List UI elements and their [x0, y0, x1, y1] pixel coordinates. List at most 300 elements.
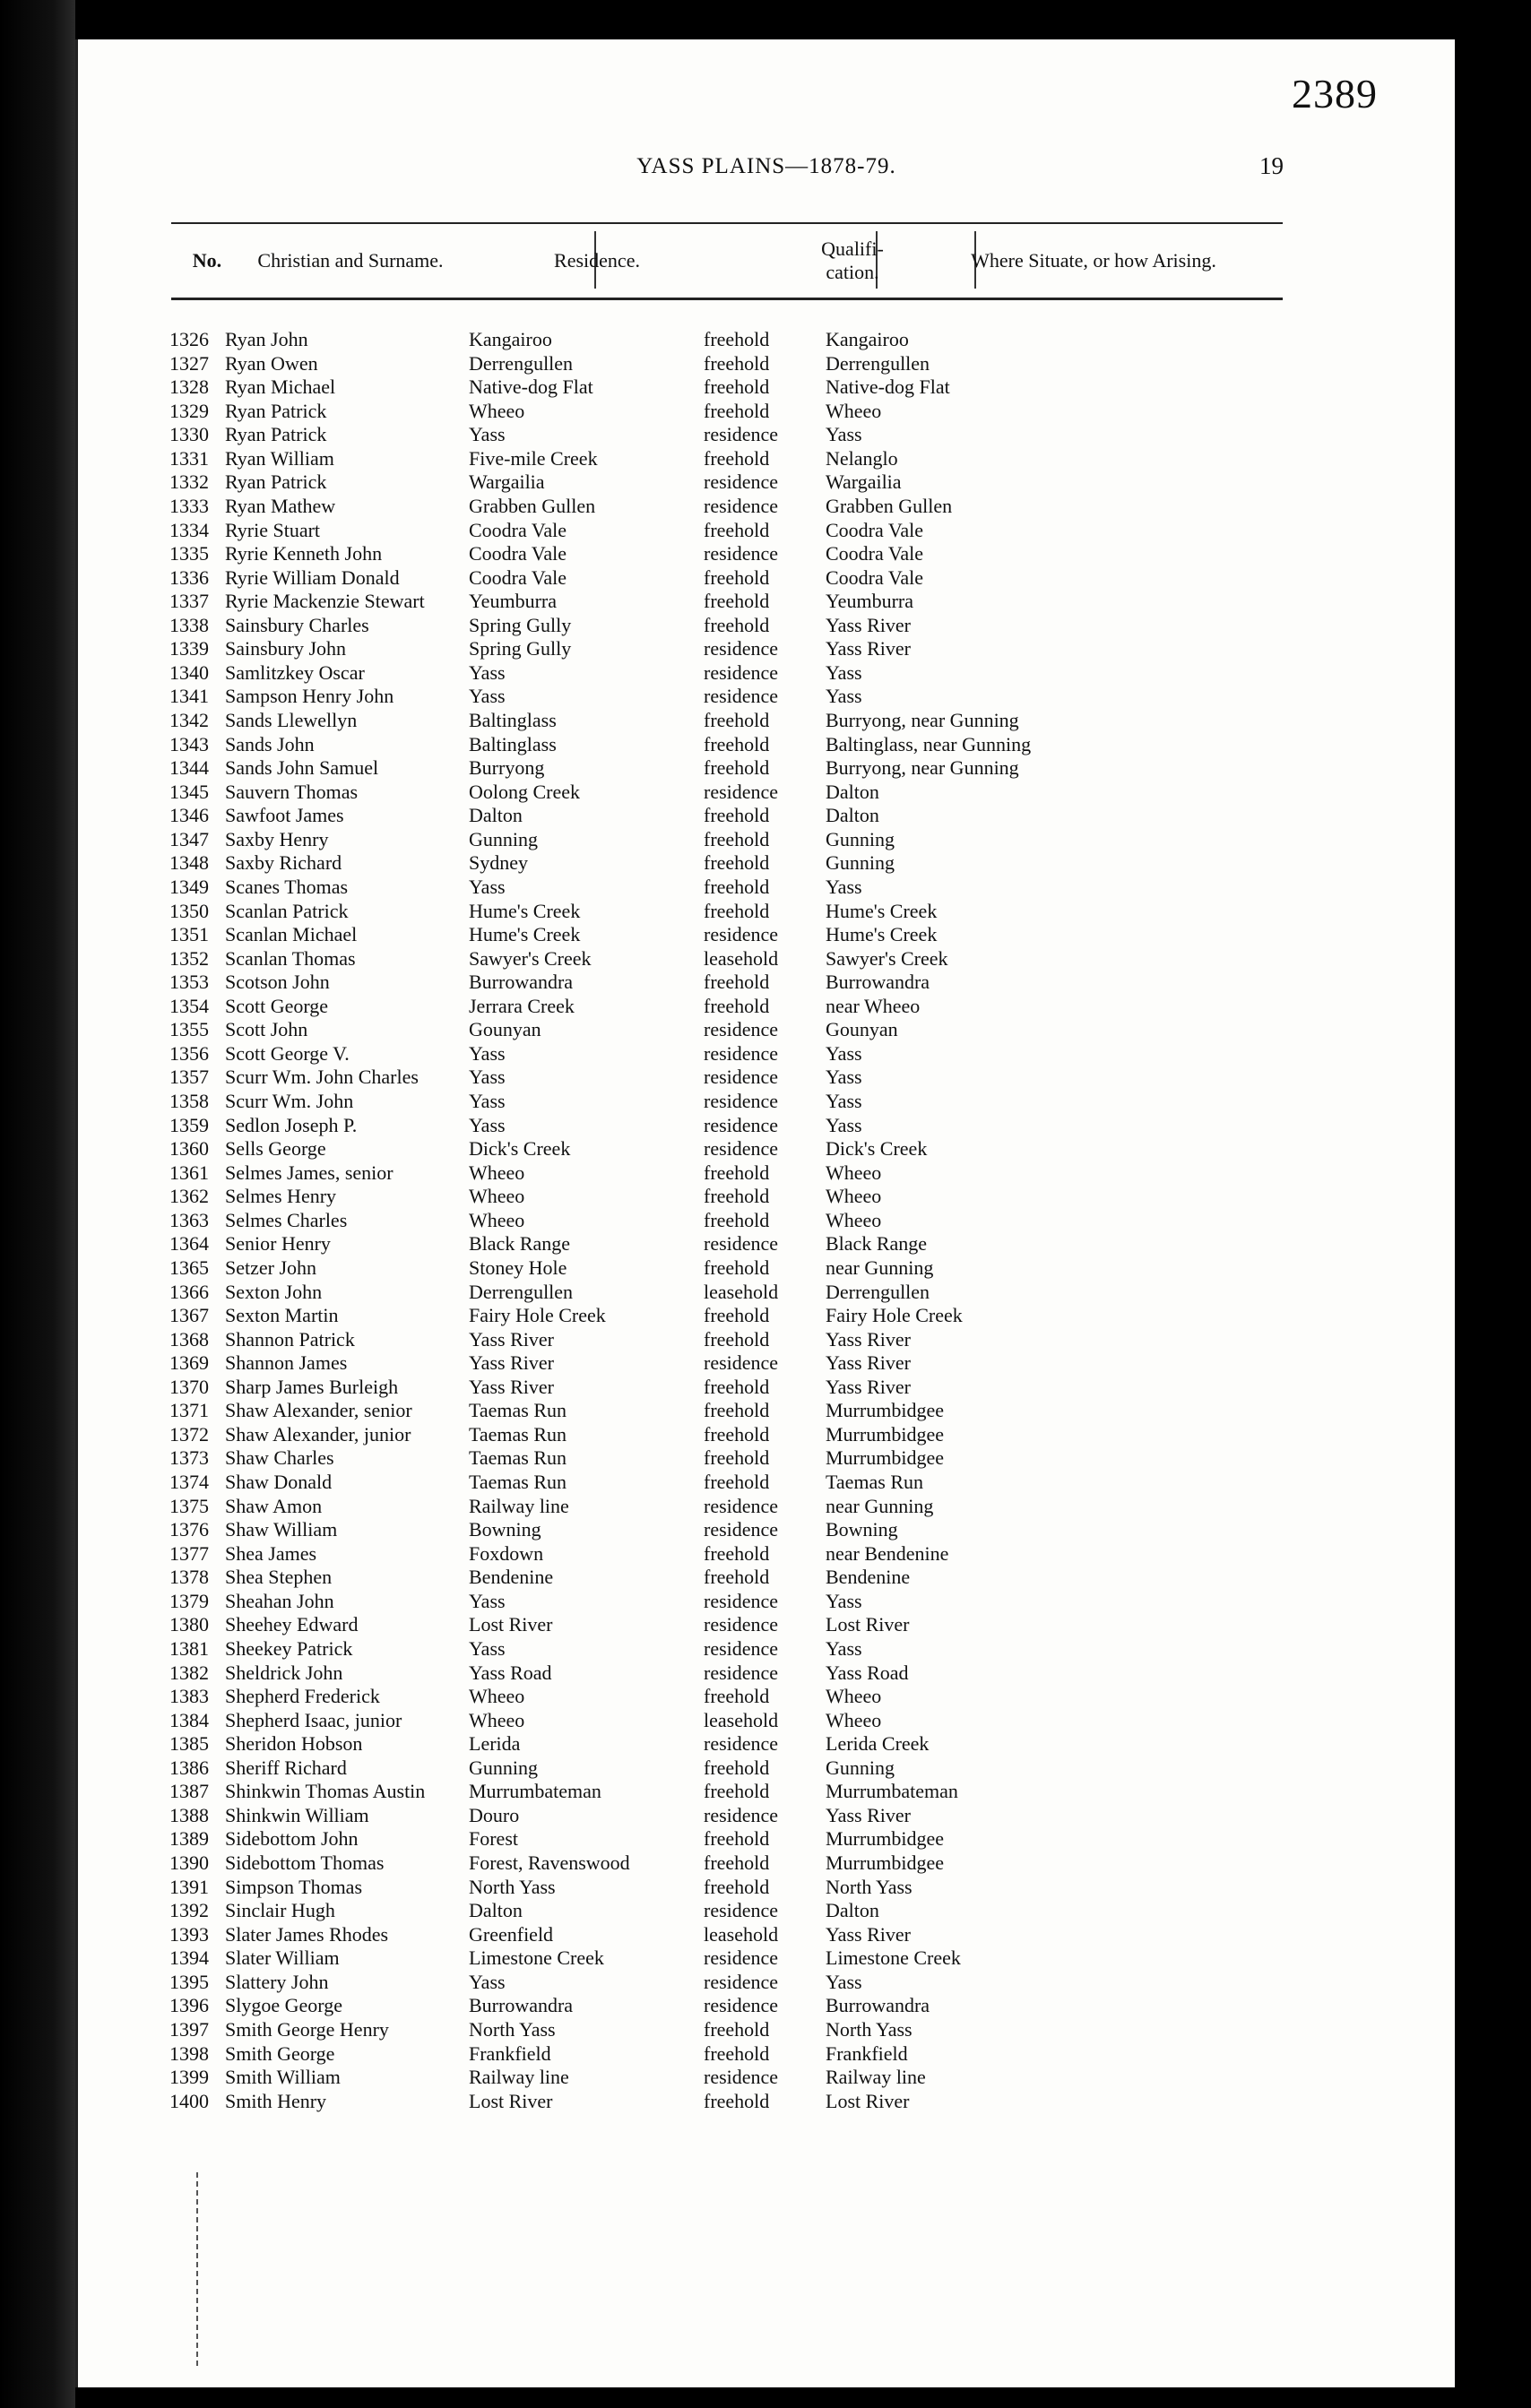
- entry-number: 1367: [169, 1304, 209, 1327]
- entry-where-situate: Gunning: [826, 827, 895, 850]
- entry-where-situate: Yass River: [826, 1803, 911, 1826]
- entry-number: 1359: [169, 1113, 209, 1136]
- entry-name: Shaw Donald: [225, 1471, 333, 1493]
- entry-name: Smith Henry: [225, 2089, 327, 2112]
- entry-name: Shinkwin Thomas Austin: [225, 1780, 426, 1803]
- entry-residence: Greenfield: [469, 1922, 554, 1946]
- entry-qualification: freehold: [704, 1471, 770, 1493]
- entry-qualification: freehold: [704, 1827, 770, 1851]
- entry-residence: Spring Gully: [469, 613, 572, 636]
- entry-name: Sheriff Richard: [225, 1756, 347, 1779]
- entry-residence: Yass: [469, 1589, 506, 1612]
- entry-number: 1389: [169, 1827, 209, 1851]
- entry-qualification: freehold: [704, 851, 770, 875]
- entry-number: 1380: [169, 1613, 209, 1636]
- entry-where-situate: Lost River: [826, 2089, 910, 2112]
- entry-residence: Wargailia: [469, 470, 545, 494]
- entry-name: Senior Henry: [225, 1232, 331, 1256]
- entry-number: 1355: [169, 1018, 209, 1041]
- entry-residence: Bendenine: [469, 1566, 554, 1589]
- entry-name: Ryan Patrick: [225, 399, 327, 422]
- entry-residence: Lost River: [469, 2089, 553, 2112]
- entry-where-situate: Murrumbateman: [826, 1780, 958, 1803]
- entry-where-situate: Yass: [826, 660, 862, 684]
- entry-where-situate: Yass River: [826, 1375, 911, 1398]
- entry-residence: Kangairoo: [469, 328, 552, 350]
- entry-number: 1357: [169, 1066, 209, 1089]
- entry-name: Shaw Amon: [225, 1494, 323, 1517]
- entry-residence: Wheeo: [469, 1208, 525, 1231]
- entry-name: Ryan William: [225, 446, 334, 470]
- entry-qualification: residence: [704, 1494, 779, 1517]
- entry-residence: Burryong: [469, 756, 545, 780]
- entry-where-situate: Gounyan: [826, 1018, 898, 1041]
- entry-residence: Yass: [469, 423, 506, 446]
- table-row: [153, 1446, 1319, 1471]
- entry-qualification: freehold: [704, 2089, 770, 2112]
- entry-name: Sexton Martin: [225, 1304, 339, 1327]
- table-row: [153, 470, 1319, 495]
- entry-name: Sheldrick John: [225, 1661, 343, 1684]
- entry-residence: Foxdown: [469, 1541, 544, 1565]
- table-row: [153, 1090, 1319, 1114]
- entry-qualification: freehold: [704, 804, 770, 827]
- entry-number: 1329: [169, 399, 209, 422]
- entry-qualification: freehold: [704, 827, 770, 850]
- table-row: [153, 923, 1319, 947]
- entry-number: 1365: [169, 1256, 209, 1279]
- entry-where-situate: Burrowandra: [826, 1994, 930, 2017]
- entry-number: 1340: [169, 660, 209, 684]
- entry-where-situate: Murrumbidgee: [826, 1827, 944, 1851]
- entry-qualification: residence: [704, 1994, 779, 2017]
- entry-where-situate: Dalton: [826, 1899, 879, 1922]
- entry-number: 1334: [169, 518, 209, 541]
- entry-number: 1352: [169, 946, 209, 970]
- entry-number: 1337: [169, 590, 209, 613]
- entry-name: Sampson Henry John: [225, 685, 394, 708]
- table-row: [153, 1256, 1319, 1281]
- table-row: [153, 947, 1319, 971]
- entry-name: Sexton John: [225, 1280, 323, 1303]
- entry-number: 1398: [169, 2041, 209, 2065]
- entry-name: Smith George Henry: [225, 2017, 389, 2041]
- entry-name: Ryrie William Donald: [225, 565, 400, 589]
- entry-residence: Limestone Creek: [469, 1946, 604, 1970]
- table-row: [153, 1328, 1319, 1352]
- table-row: [153, 1709, 1319, 1733]
- entry-name: Shaw Alexander, senior: [225, 1399, 412, 1422]
- entry-where-situate: Gunning: [826, 851, 895, 875]
- entry-name: Shannon Patrick: [225, 1327, 355, 1351]
- table-row: [153, 1161, 1319, 1186]
- entry-where-situate: Murrumbidgee: [826, 1446, 944, 1470]
- entry-number: 1344: [169, 756, 209, 780]
- entry-where-situate: Yass Road: [826, 1661, 909, 1684]
- entry-number: 1386: [169, 1756, 209, 1779]
- entry-qualification: residence: [704, 470, 779, 494]
- entry-where-situate: North Yass: [826, 2017, 913, 2041]
- entry-residence: Taemas Run: [469, 1399, 567, 1422]
- table-row: [153, 2018, 1319, 2042]
- entry-residence: Oolong Creek: [469, 780, 581, 803]
- entry-qualification: residence: [704, 660, 779, 684]
- entry-qualification: freehold: [704, 2017, 770, 2041]
- entry-qualification: freehold: [704, 1375, 770, 1398]
- entry-qualification: freehold: [704, 1208, 770, 1231]
- entry-residence: Native-dog Flat: [469, 375, 593, 399]
- table-row: [153, 1518, 1319, 1542]
- entry-number: 1381: [169, 1636, 209, 1660]
- entry-where-situate: Wheeo: [826, 1185, 882, 1208]
- table-row: [153, 447, 1319, 471]
- entry-qualification: residence: [704, 423, 779, 446]
- entry-residence: Yass: [469, 875, 506, 898]
- entry-where-situate: Yass: [826, 1041, 862, 1065]
- entry-qualification: freehold: [704, 1756, 770, 1779]
- entry-where-situate: North Yass: [826, 1875, 913, 1898]
- table-row: [153, 661, 1319, 686]
- entry-where-situate: Wheeo: [826, 1708, 882, 1731]
- entry-name: Ryan John: [225, 328, 308, 350]
- entry-residence: Lost River: [469, 1613, 553, 1636]
- entry-number: 1392: [169, 1899, 209, 1922]
- entry-residence: Coodra Vale: [469, 542, 567, 565]
- entry-qualification: freehold: [704, 875, 770, 898]
- entry-name: Shaw William: [225, 1518, 338, 1541]
- entry-qualification: leasehold: [704, 1922, 779, 1946]
- table-row: [153, 614, 1319, 638]
- entry-qualification: residence: [704, 1090, 779, 1112]
- entry-residence: Coodra Vale: [469, 565, 567, 589]
- entry-where-situate: Hume's Creek: [826, 923, 938, 946]
- entry-qualification: residence: [704, 1351, 779, 1375]
- table-row: [153, 1732, 1319, 1756]
- entry-name: Saxby Richard: [225, 851, 342, 875]
- entry-where-situate: Wargailia: [826, 470, 902, 494]
- entry-residence: Dick's Creek: [469, 1137, 571, 1161]
- entry-where-situate: Yeumburra: [826, 590, 913, 613]
- entry-where-situate: Dalton: [826, 804, 879, 827]
- entry-number: 1333: [169, 494, 209, 517]
- entry-residence: Taemas Run: [469, 1422, 567, 1446]
- entry-number: 1370: [169, 1375, 209, 1398]
- entry-qualification: residence: [704, 1970, 779, 1993]
- entry-name: Sharp James Burleigh: [225, 1375, 399, 1398]
- entry-residence: Burrowandra: [469, 971, 574, 994]
- entry-residence: Derrengullen: [469, 351, 574, 375]
- entry-name: Scotson John: [225, 971, 330, 994]
- entry-where-situate: near Gunning: [826, 1256, 934, 1279]
- entry-qualification: residence: [704, 1518, 779, 1541]
- entry-number: 1342: [169, 709, 209, 731]
- entry-name: Sands John Samuel: [225, 756, 379, 780]
- entry-qualification: freehold: [704, 1851, 770, 1874]
- entry-qualification: freehold: [704, 375, 770, 399]
- table-row: [153, 876, 1319, 900]
- table-row: [153, 995, 1319, 1019]
- entry-where-situate: Wheeo: [826, 1161, 882, 1184]
- table-row: [153, 709, 1319, 733]
- entry-number: 1393: [169, 1922, 209, 1946]
- entry-name: Sheehey Edward: [225, 1613, 359, 1636]
- entry-residence: Stoney Hole: [469, 1256, 567, 1279]
- entry-qualification: freehold: [704, 1685, 770, 1708]
- entry-residence: Yass: [469, 685, 506, 708]
- entry-name: Sainsbury John: [225, 637, 347, 660]
- entry-name: Shinkwin William: [225, 1803, 369, 1826]
- header-qualification: Qualifi-cation.: [821, 237, 884, 283]
- entry-number: 1384: [169, 1708, 209, 1731]
- entry-residence: Bowning: [469, 1518, 541, 1541]
- entry-where-situate: Bendenine: [826, 1566, 911, 1589]
- table-row: [153, 1042, 1319, 1066]
- entry-where-situate: Limestone Creek: [826, 1946, 961, 1970]
- margin-dotted-rule: [196, 2172, 198, 2369]
- entry-residence: Hume's Creek: [469, 923, 581, 946]
- entry-qualification: freehold: [704, 518, 770, 541]
- entry-name: Sinclair Hugh: [225, 1899, 335, 1922]
- electoral-roll-table: [153, 328, 1319, 2113]
- entry-number: 1326: [169, 328, 209, 350]
- entry-name: Scanes Thomas: [225, 875, 349, 898]
- entry-name: Slygoe George: [225, 1994, 342, 2017]
- entry-where-situate: Wheeo: [826, 1208, 882, 1231]
- table-row: [153, 1756, 1319, 1781]
- entry-residence: Yass: [469, 1636, 506, 1660]
- entry-name: Simpson Thomas: [225, 1875, 363, 1898]
- entry-where-situate: Yass River: [826, 637, 911, 660]
- entry-number: 1366: [169, 1280, 209, 1303]
- entry-number: 1348: [169, 851, 209, 875]
- entry-where-situate: Dick's Creek: [826, 1137, 928, 1161]
- entry-qualification: freehold: [704, 732, 770, 755]
- entry-qualification: freehold: [704, 1875, 770, 1898]
- entry-residence: Dalton: [469, 1899, 523, 1922]
- entry-residence: North Yass: [469, 1875, 556, 1898]
- entry-number: 1349: [169, 875, 209, 898]
- entry-where-situate: Fairy Hole Creek: [826, 1304, 963, 1327]
- entry-residence: Taemas Run: [469, 1471, 567, 1493]
- table-row: [153, 495, 1319, 519]
- entry-qualification: residence: [704, 1946, 779, 1970]
- table-row: [153, 733, 1319, 757]
- entry-qualification: freehold: [704, 1327, 770, 1351]
- document-page: [75, 39, 1455, 2387]
- entry-number: 1397: [169, 2017, 209, 2041]
- entry-qualification: freehold: [704, 971, 770, 994]
- entry-where-situate: Sawyer's Creek: [826, 946, 948, 970]
- entry-where-situate: near Bendenine: [826, 1541, 949, 1565]
- entry-residence: Grabben Gullen: [469, 494, 596, 517]
- header-residence: Residence.: [554, 249, 640, 272]
- entry-residence: Gounyan: [469, 1018, 541, 1041]
- entry-qualification: residence: [704, 2066, 779, 2089]
- entry-name: Scott John: [225, 1018, 308, 1041]
- entry-residence: Yass River: [469, 1351, 554, 1375]
- entry-name: Sands John: [225, 732, 315, 755]
- entry-where-situate: Lost River: [826, 1613, 910, 1636]
- entry-number: 1394: [169, 1946, 209, 1970]
- entry-residence: Burrowandra: [469, 1994, 574, 2017]
- entry-number: 1345: [169, 780, 209, 803]
- entry-residence: Railway line: [469, 1494, 569, 1517]
- entry-residence: Forest: [469, 1827, 518, 1851]
- table-row: [153, 781, 1319, 805]
- entry-residence: Yeumburra: [469, 590, 557, 613]
- entry-number: 1358: [169, 1090, 209, 1112]
- entry-residence: Jerrara Creek: [469, 994, 575, 1017]
- entry-where-situate: Yass River: [826, 1922, 911, 1946]
- table-row: [153, 400, 1319, 424]
- entry-where-situate: Frankfield: [826, 2041, 908, 2065]
- entry-where-situate: Yass: [826, 1113, 862, 1136]
- entry-number: 1353: [169, 971, 209, 994]
- entry-qualification: freehold: [704, 2041, 770, 2065]
- entry-number: 1350: [169, 899, 209, 922]
- entry-where-situate: Bowning: [826, 1518, 898, 1541]
- entry-where-situate: Derrengullen: [826, 351, 930, 375]
- entry-number: 1391: [169, 1875, 209, 1898]
- entry-where-situate: Murrumbidgee: [826, 1399, 944, 1422]
- entry-number: 1335: [169, 542, 209, 565]
- entry-residence: Yass: [469, 1090, 506, 1112]
- entry-number: 1374: [169, 1471, 209, 1493]
- entry-name: Sidebottom Thomas: [225, 1851, 385, 1874]
- table-row: [153, 1923, 1319, 1947]
- entry-where-situate: Burryong, near Gunning: [826, 756, 1019, 780]
- entry-where-situate: Railway line: [826, 2066, 926, 2089]
- entry-where-situate: Coodra Vale: [826, 565, 923, 589]
- entry-name: Sainsbury Charles: [225, 613, 369, 636]
- entry-number: 1390: [169, 1851, 209, 1874]
- entry-residence: Fairy Hole Creek: [469, 1304, 606, 1327]
- table-row: [153, 1018, 1319, 1042]
- entry-name: Sells George: [225, 1137, 326, 1161]
- entry-where-situate: Burryong, near Gunning: [826, 709, 1019, 731]
- entry-number: 1387: [169, 1780, 209, 1803]
- entry-number: 1351: [169, 923, 209, 946]
- entry-qualification: freehold: [704, 328, 770, 350]
- table-row: [153, 2042, 1319, 2067]
- entry-residence: Wheeo: [469, 1685, 525, 1708]
- entry-name: Scanlan Thomas: [225, 946, 356, 970]
- entry-number: 1375: [169, 1494, 209, 1517]
- table-row: [153, 352, 1319, 376]
- entry-qualification: freehold: [704, 613, 770, 636]
- table-row: [153, 900, 1319, 924]
- table-row: [153, 685, 1319, 709]
- entry-name: Shaw Charles: [225, 1446, 334, 1470]
- table-row: [153, 1185, 1319, 1209]
- table-row: [153, 1495, 1319, 1519]
- entry-residence: Wheeo: [469, 1708, 525, 1731]
- entry-name: Sheekey Patrick: [225, 1636, 353, 1660]
- entry-qualification: residence: [704, 1589, 779, 1612]
- entry-name: Scurr Wm. John: [225, 1090, 354, 1112]
- entry-where-situate: Yass: [826, 875, 862, 898]
- entry-qualification: freehold: [704, 1161, 770, 1184]
- entry-number: 1371: [169, 1399, 209, 1422]
- table-row: [153, 1066, 1319, 1090]
- header-name: Christian and Surname.: [257, 249, 444, 272]
- entry-residence: Sydney: [469, 851, 528, 875]
- table-row: [153, 1376, 1319, 1400]
- table-header: [171, 222, 1283, 300]
- table-row: [153, 1590, 1319, 1614]
- entry-number: 1356: [169, 1041, 209, 1065]
- entry-where-situate: Yass River: [826, 613, 911, 636]
- entry-qualification: freehold: [704, 1446, 770, 1470]
- entry-qualification: residence: [704, 637, 779, 660]
- entry-residence: Yass River: [469, 1327, 554, 1351]
- entry-qualification: residence: [704, 494, 779, 517]
- entry-name: Selmes Henry: [225, 1185, 337, 1208]
- entry-residence: Five-mile Creek: [469, 446, 598, 470]
- entry-residence: Lerida: [469, 1732, 521, 1756]
- table-row: [153, 1471, 1319, 1495]
- table-row: [153, 1994, 1319, 2018]
- entry-residence: Dalton: [469, 804, 523, 827]
- entry-name: Smith William: [225, 2066, 341, 2089]
- entry-name: Shannon James: [225, 1351, 348, 1375]
- entry-residence: Gunning: [469, 827, 538, 850]
- entry-qualification: residence: [704, 1636, 779, 1660]
- entry-number: 1395: [169, 1970, 209, 1993]
- entry-name: Samlitzkey Oscar: [225, 660, 365, 684]
- entry-where-situate: Yass: [826, 423, 862, 446]
- entry-residence: Derrengullen: [469, 1280, 574, 1303]
- table-row: [153, 590, 1319, 614]
- entry-name: Ryrie Stuart: [225, 518, 321, 541]
- entry-where-situate: Yass: [826, 1589, 862, 1612]
- entry-name: Shepherd Isaac, junior: [225, 1708, 402, 1731]
- entry-name: Setzer John: [225, 1256, 317, 1279]
- entry-qualification: residence: [704, 1232, 779, 1256]
- entry-qualification: freehold: [704, 446, 770, 470]
- entry-qualification: freehold: [704, 994, 770, 1017]
- entry-where-situate: Wheeo: [826, 1685, 882, 1708]
- entry-qualification: freehold: [704, 1185, 770, 1208]
- header-no: No.: [192, 249, 222, 272]
- table-row: [153, 1780, 1319, 1804]
- entry-number: 1327: [169, 351, 209, 375]
- entry-number: 1364: [169, 1232, 209, 1256]
- entry-qualification: residence: [704, 1041, 779, 1065]
- table-row: [153, 328, 1319, 352]
- entry-number: 1346: [169, 804, 209, 827]
- entry-residence: Wheeo: [469, 1161, 525, 1184]
- entry-residence: Douro: [469, 1803, 520, 1826]
- table-row: [153, 1137, 1319, 1161]
- entry-number: 1361: [169, 1161, 209, 1184]
- entry-qualification: freehold: [704, 1399, 770, 1422]
- entry-name: Sands Llewellyn: [225, 709, 358, 731]
- entry-number: 1347: [169, 827, 209, 850]
- entry-name: Shea James: [225, 1541, 317, 1565]
- entry-number: 1328: [169, 375, 209, 399]
- entry-residence: Yass River: [469, 1375, 554, 1398]
- entry-qualification: residence: [704, 1018, 779, 1041]
- entry-number: 1388: [169, 1803, 209, 1826]
- entry-name: Smith George: [225, 2041, 335, 2065]
- entry-number: 1336: [169, 565, 209, 589]
- entry-qualification: freehold: [704, 399, 770, 422]
- entry-name: Scott George V.: [225, 1041, 350, 1065]
- entry-where-situate: near Gunning: [826, 1494, 934, 1517]
- table-row: [153, 756, 1319, 781]
- entry-qualification: freehold: [704, 1256, 770, 1279]
